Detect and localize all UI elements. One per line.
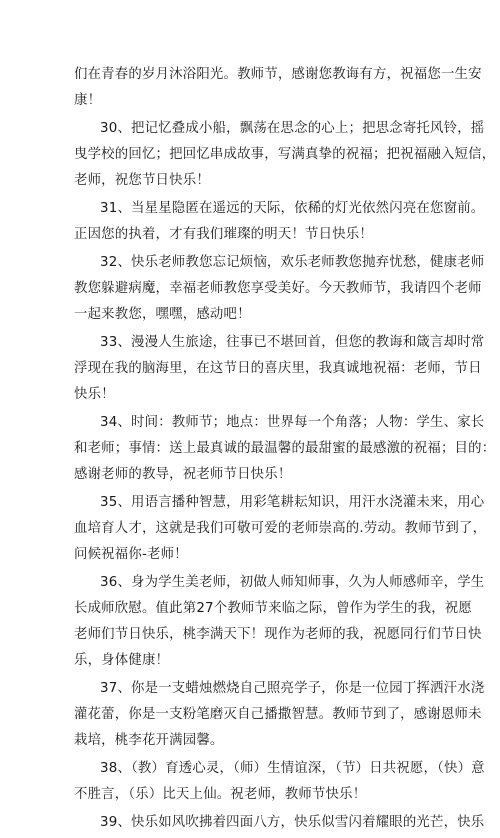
text-line: 教您躲避病魔，幸福老师教您享受美好。今天教师节，我请四个老师 — [74, 281, 482, 296]
text-line: 33、漫漫人生旅途，往事已不堪回首，但您的教诲和箴言却时常 — [100, 335, 485, 350]
text-line: 长成师欣慰。值此第27个教师节来临之际，曾作为学生的我，祝愿 — [74, 601, 472, 616]
text-line: 血培育人才，这就是我们可敬可爱的老师崇高的.劳动。教师节到了， — [74, 521, 487, 536]
paragraph-37 — [74, 676, 485, 754]
document-body — [74, 62, 496, 838]
text-line: 31、当星星隐匿在遥远的天际，依稀的灯光依然闪亮在您窗前。 — [100, 201, 485, 216]
text-line: 37、你是一支蜡烛燃烧自己照亮学子，你是一位园丁挥洒汗水浇 — [100, 681, 485, 696]
text-line: 灌花蕾，你是一支粉笔磨灭自己播撒智慧。教师节到了，感谢恩师未 — [74, 707, 482, 722]
text-line: 正因您的执着，才有我们璀璨的明天！节日快乐！ — [74, 227, 373, 242]
paragraph-33 — [74, 330, 485, 408]
text-line: 康！ — [74, 93, 102, 108]
text-line: 快乐！ — [74, 387, 115, 402]
text-line: 乐，身体健康！ — [74, 653, 170, 668]
text-line: 浮现在我的脑海里，在这节日的喜庆里，我真诚地祝福：老师，节日 — [74, 361, 482, 376]
text-line: 问候祝福你-老师！ — [74, 547, 188, 562]
text-line: 们在青春的岁月沐浴阳光。教师节，感谢您教诲有方，祝福您一生安 — [74, 67, 482, 82]
text-line: 一起来教您，嘿嘿，感动吧！ — [74, 307, 251, 322]
text-line: 35、用语言播种智慧，用彩笔耕耘知识，用汗水浇灌未来，用心 — [100, 495, 485, 510]
text-line: 39、快乐如风吹拂着四面八方，快乐似雪闪着耀眼的光芒，快乐 — [100, 815, 485, 830]
text-line: 和老师；事情：送上最真诚的最温馨的最甜蜜的最感激的祝福；目的： — [74, 441, 496, 456]
text-line: 30、把记忆叠成小船，飘荡在思念的心上；把思念寄托风铃，摇 — [100, 121, 485, 136]
paragraph-39 — [74, 810, 485, 836]
paragraph-36 — [74, 570, 485, 674]
text-line: 老师，祝您节日快乐！ — [74, 173, 210, 188]
paragraph-38 — [74, 756, 485, 808]
paragraph-30 — [74, 116, 496, 194]
paragraph-32 — [74, 250, 485, 328]
text-line: 38、（教）育透心灵，（师）生情谊深，（节）日共祝愿，（快）意 — [100, 761, 485, 776]
text-line: 32、快乐老师教您忘记烦恼，欢乐老师教您抛弃忧愁，健康老师 — [100, 255, 485, 270]
paragraph-continuation — [74, 62, 482, 114]
paragraph-31 — [74, 196, 485, 248]
text-line: 感谢老师的教导，祝老师节日快乐！ — [74, 467, 292, 482]
text-line: 栽培，桃李花开满园馨。 — [74, 733, 224, 748]
paragraph-34 — [74, 410, 496, 488]
paragraph-35 — [74, 490, 487, 568]
text-line: 36、身为学生美老师，初做人师知师事，久为人师感师辛，学生 — [100, 575, 485, 590]
text-line: 曳学校的回忆；把回忆串成故事，写满真挚的祝福；把祝福融入短信， — [74, 147, 496, 162]
text-line: 老师们节日快乐，桃李满天下！现作为老师的我，祝愿同行们节日快 — [74, 627, 482, 642]
text-line: 不胜言，（乐）比天上仙。祝老师，教师节快乐！ — [74, 787, 367, 802]
text-line: 34、时间：教师节；地点：世界每一个角落；人物：学生、家长 — [100, 415, 485, 430]
